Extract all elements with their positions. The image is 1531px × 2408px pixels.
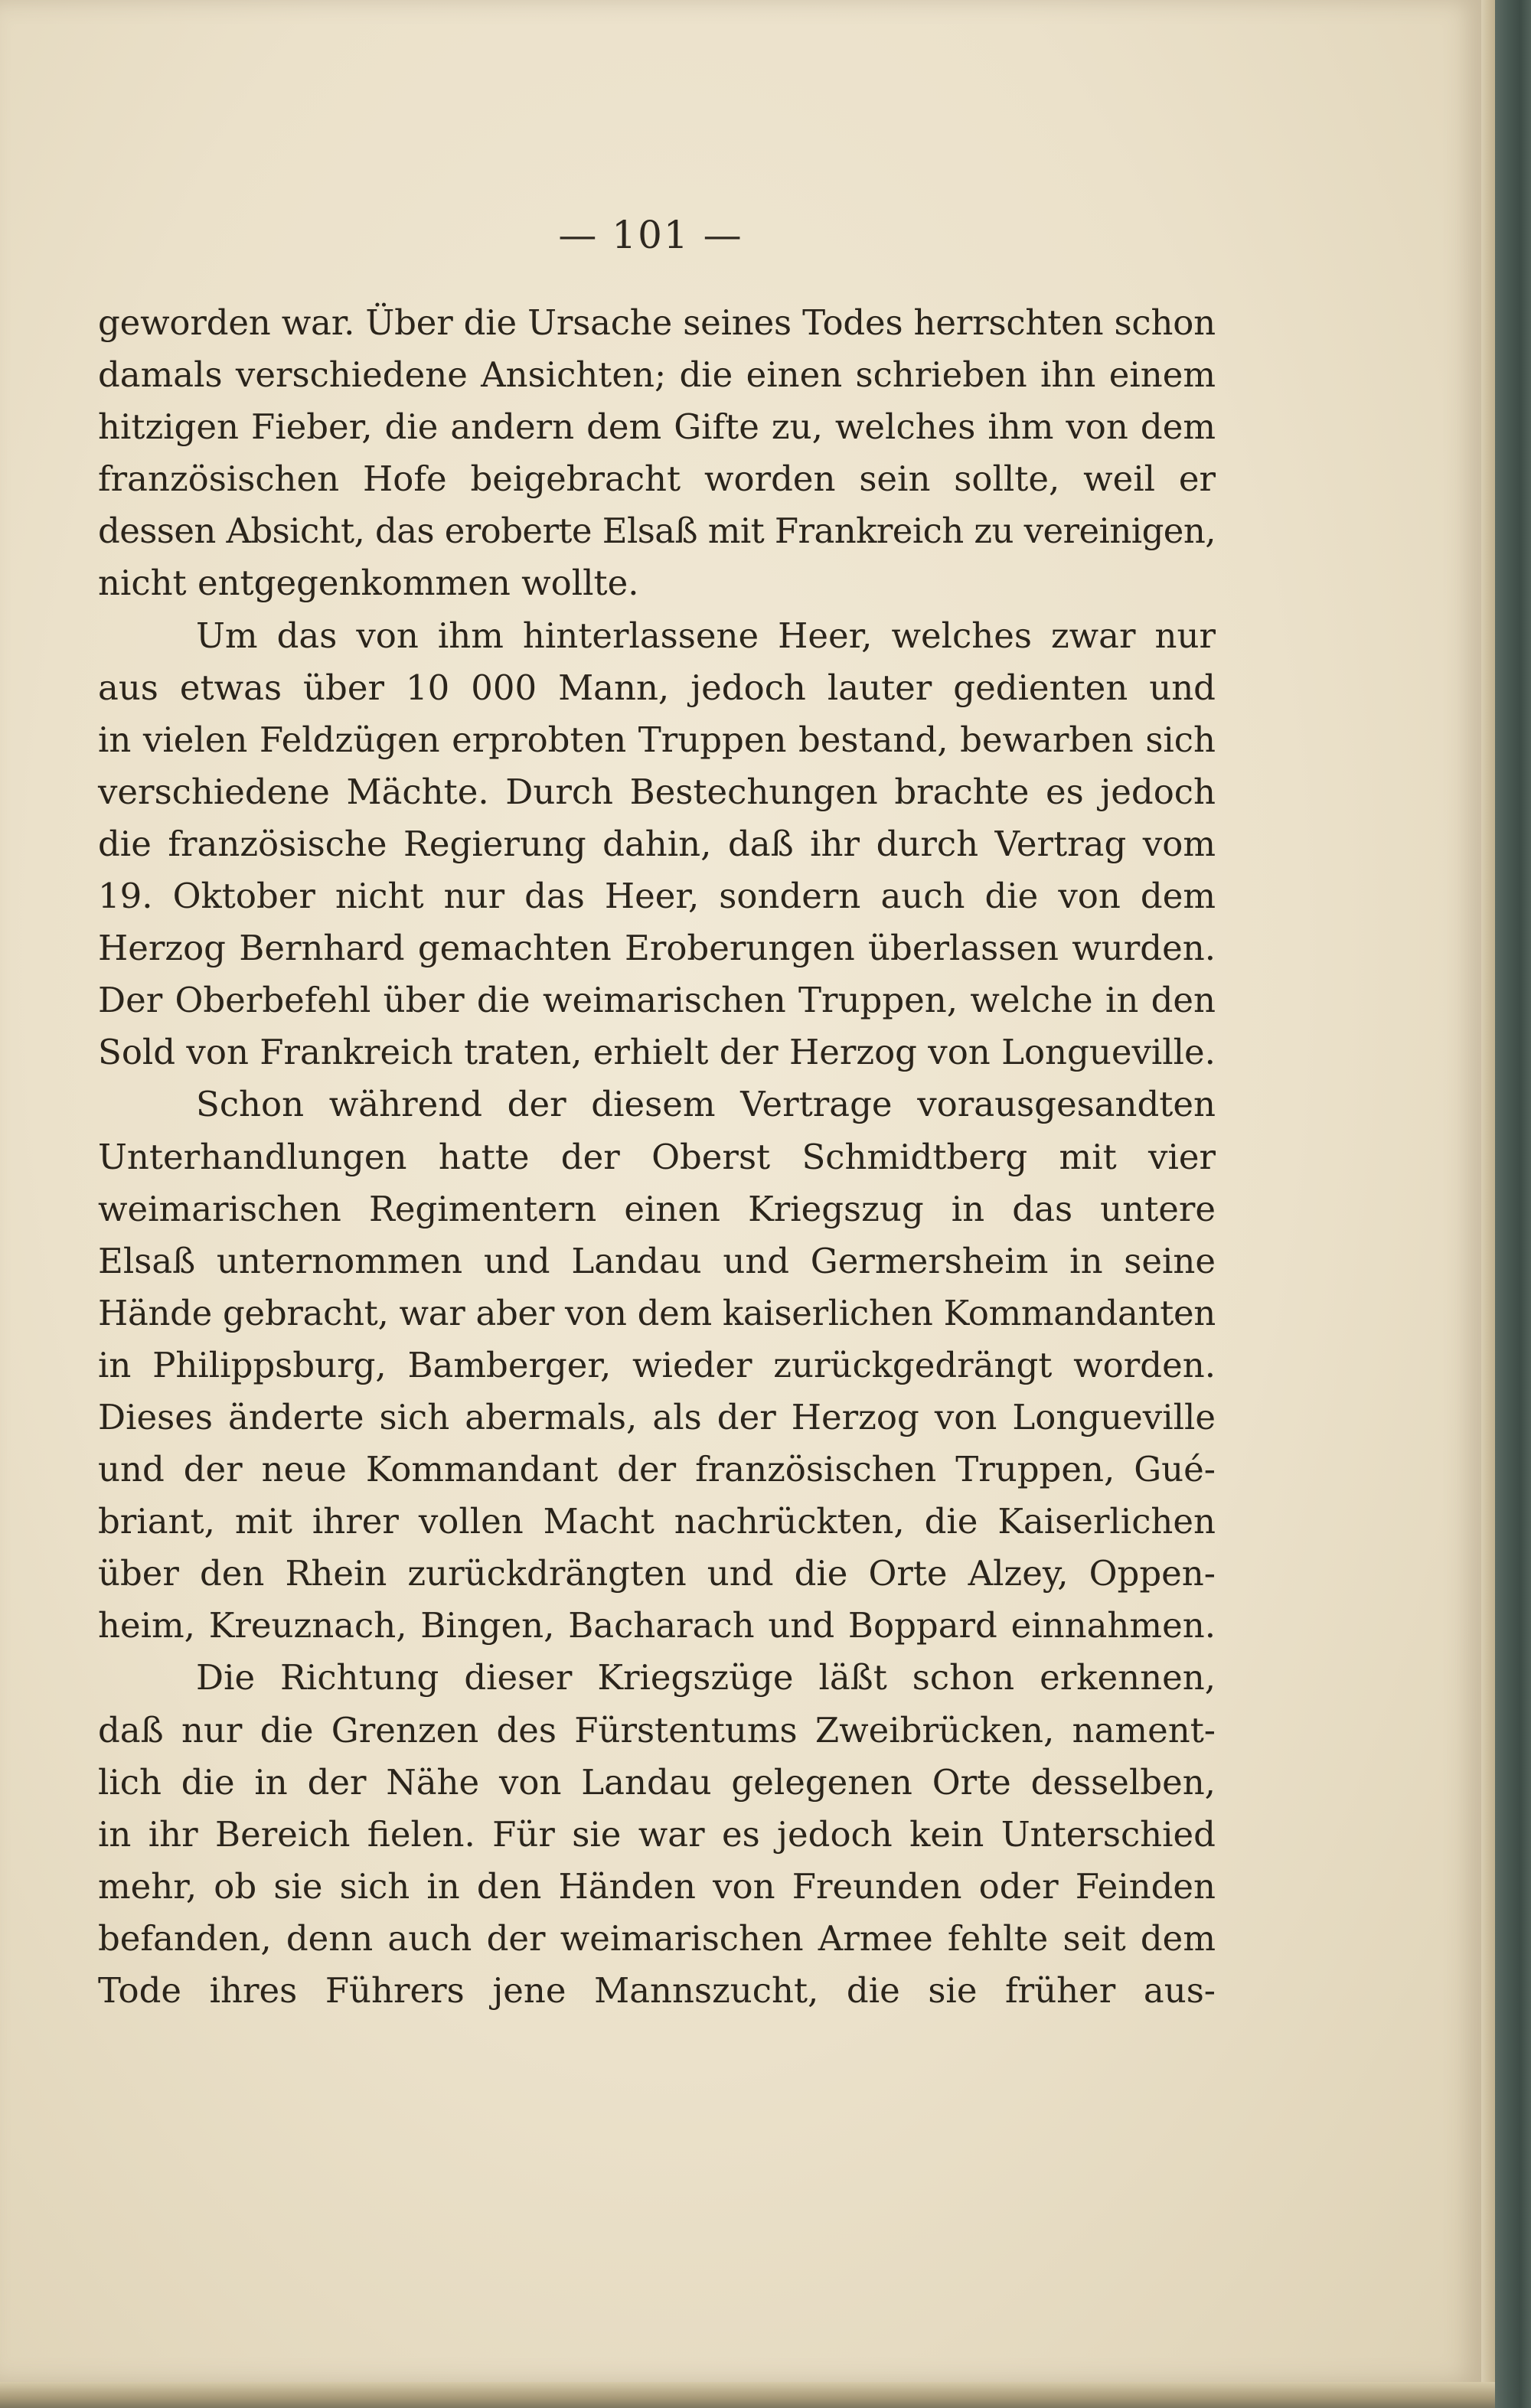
text-line: befanden, denn auch der weimarischen Armee fehlte seit dem [98,1917,1216,1959]
text-line: in Philippsburg, Bamberger, wieder zurückgedrängt worden. [98,1344,1216,1385]
text-line: Tode ihres Führers jene Mannszucht, die sie früher aus- [98,1970,1216,2011]
text-line: und der neue Kommandant der französischen Truppen, Gué- [98,1449,1216,1490]
text-line: mehr, ob sie sich in den Händen von Freunden oder Feinden [98,1865,1216,1907]
page-edge [1481,0,1495,2408]
text-line: dessen Absicht, das eroberte Elsaß mit Frankreich zu vereinigen, [98,511,1216,552]
text-line: weimarischen Regimentern einen Kriegszug in das untere [98,1188,1216,1229]
page-number: — 101 — [558,213,743,257]
text-line: Herzog Bernhard gemachten Eroberungen überlassen wurden. [98,928,1216,969]
text-line: in vielen Feldzügen erprobten Truppen bestand, bewarben sich [98,719,1216,760]
book-binding [1495,0,1531,2408]
text-line: Elsaß unternommen und Landau und Germersheim in seine [98,1240,1216,1281]
text-line: französischen Hofe beigebracht worden sein sollte, weil er [98,458,1216,500]
text-line: geworden war. Über die Ursache seines Todes herrschten schon [98,302,1216,343]
text-line: hitzigen Fieber, die andern dem Gifte zu, welches ihm von dem [98,406,1216,448]
text-line: Schon während der diesem Vertrage vorausgesandten [196,1084,1216,1125]
text-line: nicht entgegenkommen wollte. [98,563,639,604]
text-line: briant, mit ihrer vollen Macht nachrückten, die Kaiserlichen [98,1501,1216,1542]
body-text [98,297,1216,2017]
text-line: über den Rhein zurückdrängten und die Orte Alzey, Oppen- [98,1553,1216,1594]
text-line: die französische Regierung dahin, daß ihr durch Vertrag vom [98,823,1216,864]
text-line: Unterhandlungen hatte der Oberst Schmidtberg mit vier [98,1136,1216,1177]
text-line: damals verschiedene Ansichten; die einen schrieben ihn einem [98,354,1216,396]
text-line: Die Richtung dieser Kriegszüge läßt schon erkennen, [196,1657,1216,1698]
text-line: aus etwas über 10 000 Mann, jedoch lauter gedienten und [98,667,1216,708]
text-line: daß nur die Grenzen des Fürstentums Zweibrücken, nament- [98,1709,1216,1751]
text-line: 19. Oktober nicht nur das Heer, sondern auch die von dem [98,876,1216,917]
text-line: lich die in der Nähe von Landau gelegenen Orte desselben, [98,1761,1216,1803]
text-line: verschiedene Mächte. Durch Bestechungen brachte es jedoch [98,771,1216,812]
text-line: Um das von ihm hinterlassene Heer, welches zwar nur [196,615,1216,656]
text-line: Hände gebracht, war aber von dem kaiserlichen Kommandanten [98,1292,1216,1333]
text-line: Dieses änderte sich abermals, als der Herzog von Longueville [98,1396,1216,1437]
text-line: in ihr Bereich fielen. Für sie war es jedoch kein Unterschied [98,1813,1216,1855]
text-line: Sold von Frankreich traten, erhielt der Herzog von Longueville. [98,1032,1216,1073]
text-line: heim, Kreuznach, Bingen, Bacharach und Boppard einnahmen. [98,1605,1216,1646]
page-bottom-edge [0,2382,1495,2408]
text-line: Der Oberbefehl über die weimarischen Truppen, welche in den [98,980,1216,1021]
